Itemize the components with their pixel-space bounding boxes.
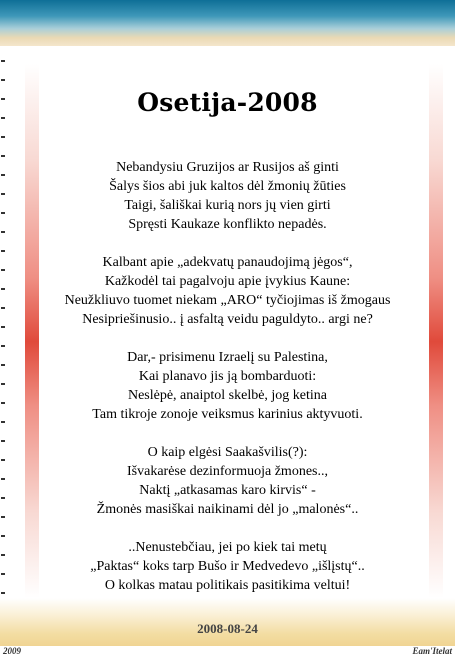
edge-mark bbox=[1, 136, 5, 138]
edge-mark bbox=[1, 155, 5, 157]
edge-mark bbox=[1, 60, 5, 62]
poem-line: „Paktas“ koks tarp Bušo ir Medvedevo „išlįstų“.. bbox=[90, 559, 365, 574]
edge-mark bbox=[1, 174, 5, 176]
poem-date: 2008-08-24 bbox=[197, 621, 258, 636]
edge-mark bbox=[1, 212, 5, 214]
edge-mark bbox=[1, 573, 5, 575]
stanza bbox=[40, 443, 415, 519]
stanza bbox=[40, 158, 415, 234]
footer-signature: Eam'Itelat bbox=[412, 646, 452, 656]
edge-mark bbox=[1, 402, 5, 404]
stanza bbox=[40, 253, 415, 329]
poem-line: Neslėpė, anaiptol skelbė, jog ketina bbox=[127, 388, 328, 403]
poem-line: Išvakarėse dezinformuoja žmones.., bbox=[127, 464, 328, 479]
poem-line: Tam tikroje zonoje veiksmus karinius aktyvuoti. bbox=[92, 407, 363, 422]
edge-mark bbox=[1, 364, 5, 366]
edge-mark bbox=[1, 497, 5, 499]
poem-line: Kalbant apie „adekvatų panaudojimą jėgos“, bbox=[102, 255, 353, 270]
poem-line: Šalys šios abi juk kaltos dėl žmonių žūties bbox=[109, 179, 346, 194]
poem-line: Nesipriešinusio.. į asfaltą veidu paguldyto.. argi ne? bbox=[82, 312, 373, 327]
poem-line: Spręsti Kaukaze konflikto nepadės. bbox=[128, 217, 327, 232]
poem-line: O kolkas matau politikais pasitikima veltui! bbox=[104, 578, 351, 593]
poem-line: Neužkliuvo tuomet niekam „ARO“ tyčiojimas iš žmogaus bbox=[64, 293, 391, 308]
edge-mark bbox=[1, 326, 5, 328]
header-gradient-band bbox=[0, 0, 455, 46]
edge-mark bbox=[1, 516, 5, 518]
edge-mark bbox=[1, 250, 5, 252]
poem-line: ..Nenustebčiau, jei po kiek tai metų bbox=[128, 540, 327, 555]
edge-mark bbox=[1, 421, 5, 423]
poem-line: Kai planavo jis ją bombarduoti: bbox=[138, 369, 317, 384]
edge-mark bbox=[1, 345, 5, 347]
edge-mark bbox=[1, 535, 5, 537]
edge-mark bbox=[1, 307, 5, 309]
poem-line: Nebandysiu Gruzijos ar Rusijos aš ginti bbox=[116, 160, 339, 175]
stanza bbox=[40, 348, 415, 424]
edge-mark bbox=[1, 440, 5, 442]
edge-mark bbox=[1, 79, 5, 81]
poem-line: Žmonės masiškai naikinami dėl jo „malonės“.. bbox=[96, 502, 359, 517]
edge-mark bbox=[1, 193, 5, 195]
left-edge-marks bbox=[1, 60, 7, 620]
left-decorative-bar bbox=[25, 64, 39, 598]
poem-body bbox=[40, 158, 415, 633]
edge-mark bbox=[1, 383, 5, 385]
edge-mark bbox=[1, 117, 5, 119]
poem-line: Taigi, šališkai kurią nors jų vien girti bbox=[124, 198, 331, 213]
edge-mark bbox=[1, 269, 5, 271]
edge-mark bbox=[1, 478, 5, 480]
poem-title: Osetija-2008 bbox=[137, 88, 318, 117]
edge-mark bbox=[1, 459, 5, 461]
footer-year: 2009 bbox=[3, 646, 21, 656]
poem-line: Naktį „atkasamas karo kirvis“ - bbox=[139, 483, 316, 498]
poem-line: O kaip elgėsi Saakašvilis(?): bbox=[147, 445, 308, 460]
edge-mark bbox=[1, 592, 5, 594]
poem-line: Kažkodėl tai pagalvoju apie įvykius Kaune: bbox=[104, 274, 351, 289]
poem-line: Dar,- prisimenu Izraelį su Palestina, bbox=[127, 350, 328, 365]
edge-mark bbox=[1, 231, 5, 233]
edge-mark bbox=[1, 554, 5, 556]
edge-mark bbox=[1, 288, 5, 290]
right-decorative-bar bbox=[429, 64, 443, 598]
